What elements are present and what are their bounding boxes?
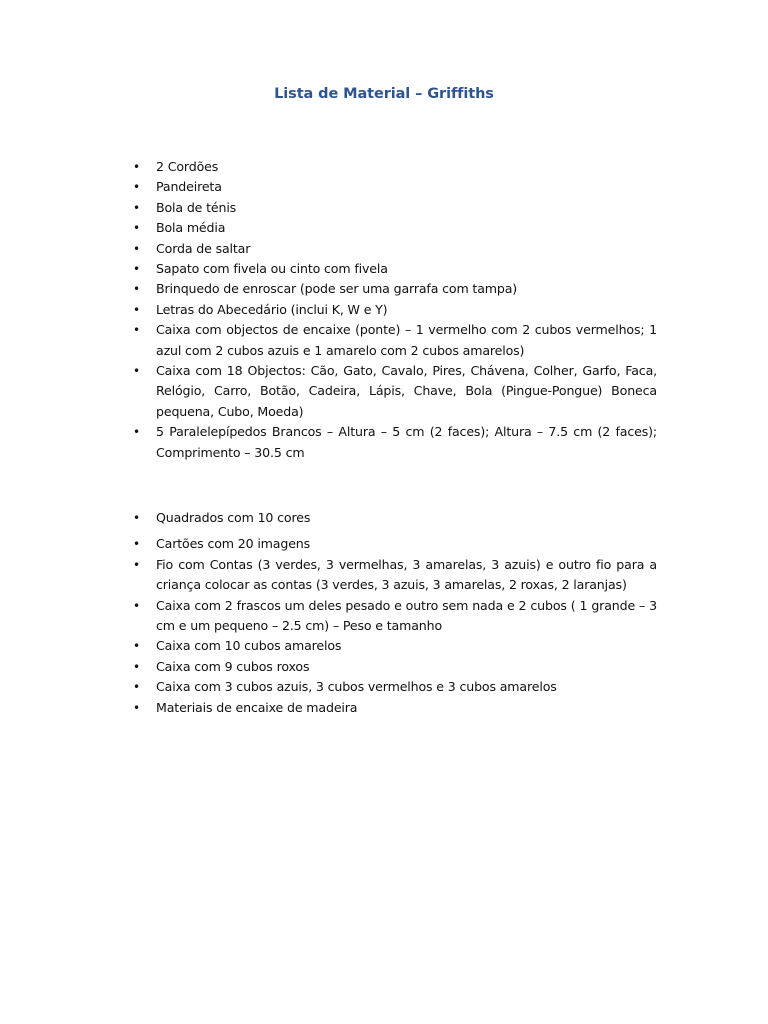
list-item — [133, 198, 657, 218]
bullet-icon: • — [133, 262, 140, 277]
bullet-icon: • — [133, 425, 140, 440]
list-item-text: Caixa com 18 Objectos: Cão, Gato, Cavalo, Pires, Chávena, Colher, Garfo, Faca, Relógio, Carro, Botão, Cadeira, Lápis, Chave, Bola (Pingue-Pongue) Boneca pequena, Cubo, Moeda) — [156, 363, 657, 419]
list-item-text: Materiais de encaixe de madeira — [156, 699, 358, 715]
list-item — [133, 320, 657, 361]
bullet-icon: • — [133, 700, 140, 715]
list-item — [133, 422, 657, 463]
list-item — [133, 239, 657, 259]
bullet-icon: • — [133, 557, 140, 572]
list-item-text: Bola média — [156, 220, 226, 236]
bullet-icon: • — [133, 241, 140, 256]
bullet-icon: • — [133, 537, 140, 552]
list-item-text: Caixa com 10 cubos amarelos — [156, 638, 342, 654]
bullet-icon: • — [133, 180, 140, 195]
material-list-2 — [133, 508, 657, 718]
list-item — [133, 596, 657, 637]
bullet-icon: • — [133, 659, 140, 674]
list-item-text: Sapato com fivela ou cinto com fivela — [156, 261, 388, 277]
list-item — [133, 177, 657, 197]
list-item — [133, 508, 657, 528]
list-item — [133, 300, 657, 320]
bullet-icon: • — [133, 200, 140, 215]
list-item-text: Corda de saltar — [156, 240, 251, 256]
bullet-icon: • — [133, 639, 140, 654]
list-item — [133, 698, 657, 718]
list-item-text: Cartões com 20 imagens — [156, 536, 311, 552]
list-item — [133, 218, 657, 238]
list-item-text: 5 Paralelepípedos Brancos – Altura – 5 cm (2 faces); Altura – 7.5 cm (2 faces); Comprimento – 30.5 cm — [156, 424, 657, 460]
list-item — [133, 361, 657, 422]
bullet-icon: • — [133, 511, 140, 525]
bullet-icon: • — [133, 323, 140, 338]
document-title: Lista de Material – Griffiths — [274, 86, 494, 102]
material-list-1 — [133, 157, 657, 463]
list-item — [133, 279, 657, 299]
list-item-text: Caixa com 3 cubos azuis, 3 cubos vermelhos e 3 cubos amarelos — [156, 679, 557, 695]
bullet-icon: • — [133, 598, 140, 613]
list-item-text: Fio com Contas (3 verdes, 3 vermelhas, 3 amarelas, 3 azuis) e outro fio para a criança colocar as contas (3 verdes, 3 azuis, 3 amarelas, 2 roxas, 2 laranjas) — [156, 556, 657, 593]
list-item-text: Caixa com objectos de encaixe (ponte) – 1 vermelho com 2 cubos vermelhos; 1 azul com 2 cubos azuis e 1 amarelo com 2 cubos amarelos) — [156, 322, 657, 358]
list-item — [133, 259, 657, 279]
list-item-text: Caixa com 2 frascos um deles pesado e outro sem nada e 2 cubos ( 1 grande – 3 cm e um pequeno – 2.5 cm) – Peso e tamanho — [156, 597, 657, 634]
list-item — [133, 157, 657, 177]
bullet-icon: • — [133, 160, 140, 174]
bullet-icon: • — [133, 680, 140, 695]
list-item-text: Brinquedo de enroscar (pode ser uma garrafa com tampa) — [156, 281, 518, 297]
list-item — [133, 636, 657, 656]
list-item-text: Letras do Abecedário (inclui K, W e Y) — [156, 301, 388, 317]
bullet-icon: • — [133, 221, 140, 236]
bullet-icon: • — [133, 282, 140, 297]
list-item-text: Pandeireta — [156, 179, 222, 195]
list-item-text: Bola de ténis — [156, 199, 237, 215]
list-item — [133, 555, 657, 596]
list-item-text: Quadrados com 10 cores — [156, 510, 311, 525]
list-item-text: 2 Cordões — [156, 159, 219, 174]
list-item — [133, 534, 657, 554]
list-item — [133, 677, 657, 697]
list-item-text: Caixa com 9 cubos roxos — [156, 658, 310, 674]
list-item — [133, 657, 657, 677]
bullet-icon: • — [133, 364, 140, 379]
bullet-icon: • — [133, 302, 140, 317]
